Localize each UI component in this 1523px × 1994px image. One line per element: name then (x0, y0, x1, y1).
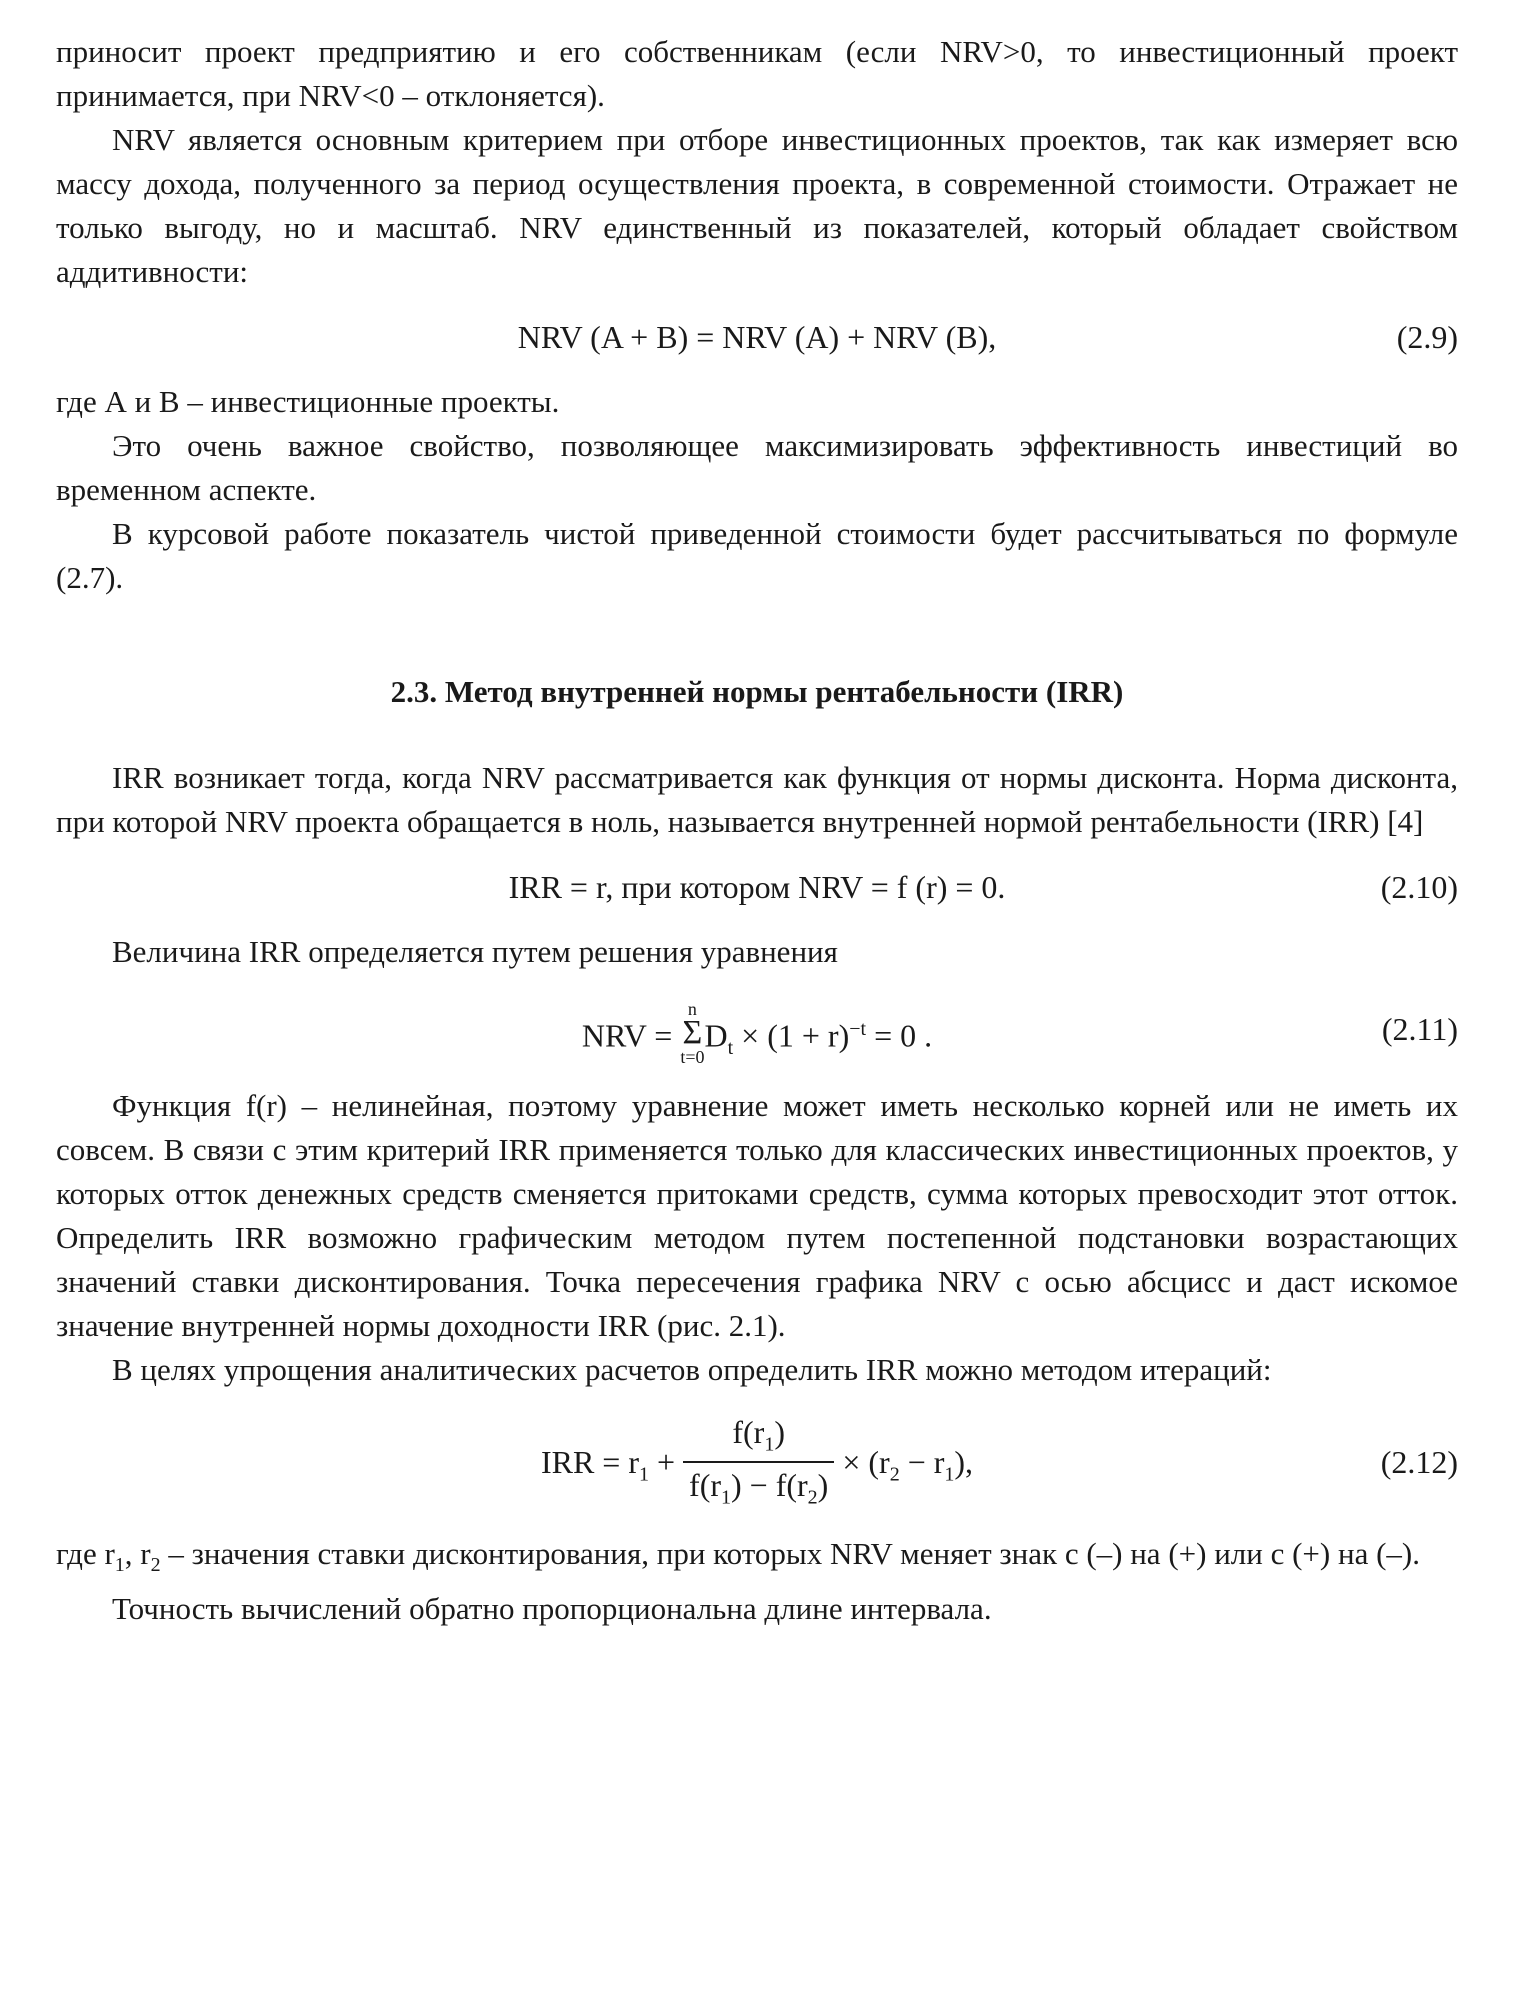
fraction-numerator (683, 1414, 834, 1462)
subscript: 2 (150, 1554, 161, 1577)
formula-term: × (1 + r) (733, 1017, 850, 1054)
formula-term: f(r (732, 1414, 765, 1451)
formula-2-12 (56, 1392, 1458, 1532)
paragraph: приносит проект предприятию и его собственникам (если NRV>0, то инвестиционный проект принимается, при NRV<0 – отклоняется). (56, 34, 1458, 113)
text-run: где r (56, 1536, 115, 1571)
formula-number: (2.9) (1396, 319, 1458, 355)
document-page (56, 30, 1458, 1631)
formula-lhs: NRV = (581, 1017, 681, 1054)
formula-term: ) (774, 1414, 785, 1451)
subscript: 2 (807, 1486, 818, 1509)
subscript: 1 (944, 1463, 955, 1486)
sum-lower-limit: t=0 (680, 1047, 705, 1068)
subscript: 1 (764, 1433, 775, 1456)
fraction-denominator (683, 1463, 834, 1509)
sigma-symbol: Σ (682, 1014, 703, 1052)
formula-number: (2.12) (1380, 1444, 1458, 1480)
text-run: , r (124, 1536, 151, 1571)
formula-term: f(r (689, 1466, 721, 1503)
formula-term: ) (817, 1466, 829, 1503)
paragraph: IRR возникает тогда, когда NRV рассматривается как функция от нормы дисконта. Норма дисконта, при которой NRV проекта обращается в ноль, называется внутренней нормой рентабельности (IRR) [4] (56, 760, 1458, 839)
formula-number: (2.10) (1380, 869, 1458, 905)
subscript: t (727, 1037, 734, 1060)
formula-2-10 (56, 858, 1458, 916)
subscript: 1 (114, 1554, 125, 1577)
formula-term: ) − f(r (731, 1466, 808, 1503)
formula-term: D (704, 1017, 728, 1054)
formula-term: IRR = r (540, 1444, 639, 1480)
text-run: – значения ставки дисконтирования, при которых NRV меняет знак с (–) на (+) или с (+) на (–). (160, 1536, 1420, 1571)
paragraph: В курсовой работе показатель чистой приведенной стоимости будет рассчитываться по формуле (2.7). (56, 516, 1458, 595)
fraction (683, 1414, 834, 1509)
subscript: 1 (721, 1486, 731, 1509)
formula-expression: NRV (A + B) = NRV (A) + NRV (B), (517, 319, 997, 355)
paragraph: NRV является основным критерием при отборе инвестиционных проектов, так как измеряет всю массу дохода, полученного за период осуществления проекта, в современной стоимости. Отражает не только выгоду, но и масштаб. NRV единственный из показателей, который обладает свойством аддитивности: (56, 122, 1458, 289)
paragraph: Величина IRR определяется путем решения уравнения (112, 934, 838, 969)
paragraph: Это очень важное свойство, позволяющее максимизировать эффективность инвестиций во временном аспекте. (56, 428, 1458, 507)
formula-2-11 (56, 974, 1458, 1084)
formula-expression (56, 974, 1458, 1103)
sum-upper-limit: n (687, 999, 697, 1020)
formula-term: − r (899, 1444, 945, 1480)
paragraph: Функция f(r) – нелинейная, поэтому уравнение может иметь несколько корней или не иметь их совсем. В связи с этим критерий IRR применяется только для классических инвестиционных проектов, у которых отток денежных средств сменяется притоками средств, сумма которых превосходит этот отток. Определить IRR возможно графическим методом путем постепенной подстановки возрастающих значений ставки дисконтирования. Точка пересечения графика NRV с осью абсцисс и даст искомое значение внутренней нормы доходности IRR (рис. 2.1). (56, 1088, 1458, 1343)
paragraph: Точность вычислений обратно пропорциональна длине интервала. (112, 1591, 992, 1627)
formula-expression (56, 1392, 1458, 1544)
formula-term: ), (954, 1444, 974, 1480)
paragraph: где А и В – инвестиционные проекты. (56, 384, 560, 419)
section-heading: 2.3. Метод внутренней нормы рентабельности (IRR) (390, 674, 1124, 709)
superscript: −t (849, 1018, 867, 1040)
formula-number: (2.11) (1381, 1011, 1458, 1047)
summation-sign (680, 1000, 704, 1066)
formula-term: = 0 . (866, 1017, 933, 1054)
formula-2-9 (56, 308, 1458, 366)
formula-term: + (648, 1444, 684, 1480)
paragraph: В целях упрощения аналитических расчетов определить IRR можно методом итераций: (112, 1352, 1272, 1387)
subscript: 2 (889, 1463, 900, 1486)
subscript: 1 (638, 1463, 649, 1486)
formula-expression: IRR = r, при котором NRV = f (r) = 0. (508, 869, 1006, 905)
formula-term: × (r (834, 1444, 890, 1480)
